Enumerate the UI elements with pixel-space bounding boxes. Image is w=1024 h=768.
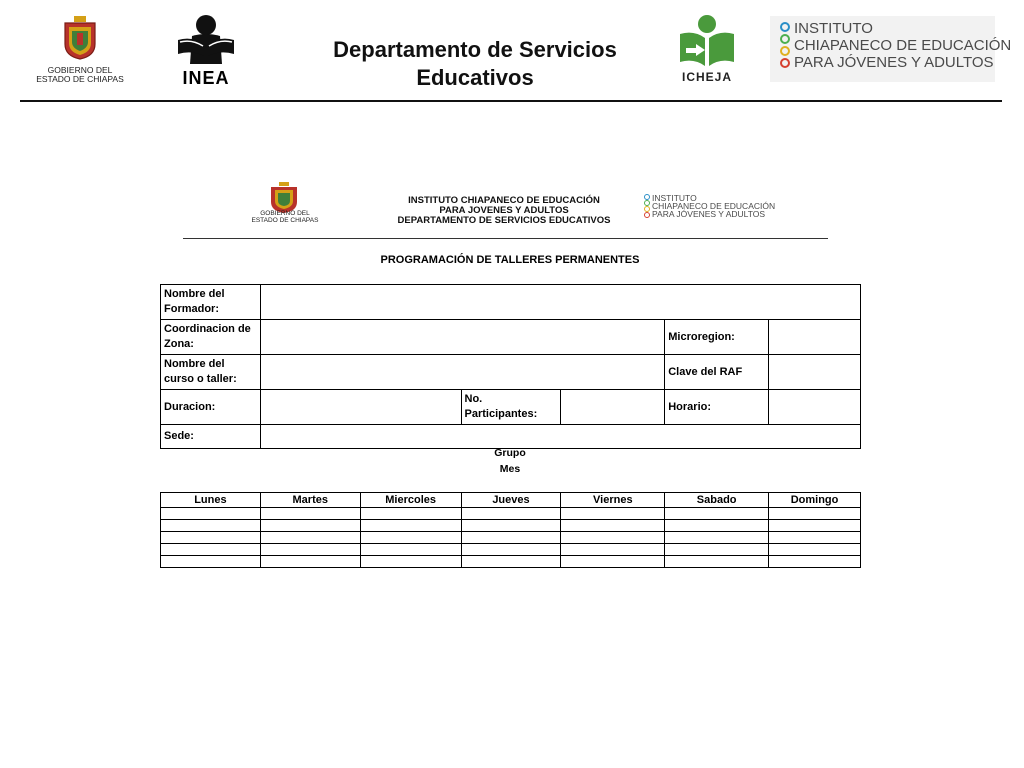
schedule-cell[interactable]: [561, 520, 665, 532]
day-header-viernes: Viernes: [561, 493, 665, 508]
schedule-cell[interactable]: [161, 520, 261, 532]
doc-icea-line1: INSTITUTO: [652, 193, 697, 203]
reader-figure-icon: [174, 14, 238, 66]
schedule-cell[interactable]: [260, 520, 360, 532]
grupo-mes-labels: [160, 445, 860, 477]
page-title-line2: Educativos: [416, 65, 534, 90]
schedule-cell[interactable]: [665, 544, 769, 556]
schedule-cell[interactable]: [360, 544, 461, 556]
schedule-cell[interactable]: [561, 544, 665, 556]
schedule-cell[interactable]: [161, 544, 261, 556]
schedule-cell[interactable]: [161, 556, 261, 568]
schedule-cell[interactable]: [260, 556, 360, 568]
icheja-reader-icon: [678, 14, 736, 70]
table-row: [161, 544, 861, 556]
green-ring-icon: [780, 34, 790, 44]
schedule-cell[interactable]: [665, 532, 769, 544]
red-ring-icon: [780, 58, 790, 68]
schedule-cell[interactable]: [561, 532, 665, 544]
doc-icea-line3: PARA JÓVENES Y ADULTOS: [652, 209, 766, 219]
grupo-label: Grupo: [494, 447, 526, 459]
input-horario[interactable]: [769, 390, 861, 425]
schedule-cell[interactable]: [260, 544, 360, 556]
icheja-logo: [672, 14, 742, 90]
schedule-cell[interactable]: [561, 556, 665, 568]
input-participantes[interactable]: [561, 390, 665, 425]
label-horario: Horario:: [665, 390, 769, 425]
mes-label: Mes: [499, 463, 521, 475]
schedule-cell[interactable]: [461, 556, 561, 568]
day-header-miercoles: Miercoles: [360, 493, 461, 508]
table-row: [161, 508, 861, 520]
table-row: [161, 520, 861, 532]
schedule-cell[interactable]: [461, 532, 561, 544]
schedule-cell[interactable]: [769, 556, 861, 568]
schedule-cell[interactable]: [461, 520, 561, 532]
doc-gobierno-caption: [240, 210, 330, 224]
doc-gobierno-line2: ESTADO DE CHIAPAS: [251, 217, 319, 224]
day-header-domingo: Domingo: [769, 493, 861, 508]
gobierno-line1: GOBIERNO DEL: [47, 65, 113, 75]
yellow-ring-icon: [780, 46, 790, 56]
doc-icea-line2: CHIAPANECO DE EDUCACIÓN: [652, 201, 776, 211]
schedule-cell[interactable]: [360, 532, 461, 544]
form-title: PROGRAMACIÓN DE TALLERES PERMANENTES: [380, 254, 640, 266]
doc-red-ring-icon: [644, 212, 650, 218]
input-duracion[interactable]: [260, 390, 461, 425]
schedule-cell[interactable]: [360, 520, 461, 532]
doc-inst-line3: DEPARTAMENTO DE SERVICIOS EDUCATIVOS: [397, 215, 611, 226]
schedule-cell[interactable]: [161, 508, 261, 520]
schedule-cell[interactable]: [561, 508, 665, 520]
page-title: [310, 36, 640, 92]
schedule-cell[interactable]: [665, 520, 769, 532]
doc-icea-logo: [642, 194, 812, 220]
page-title-line1: Departamento de Servicios: [333, 37, 617, 62]
schedule-cell[interactable]: [360, 556, 461, 568]
chiapas-coat-of-arms-icon: [62, 16, 98, 60]
doc-inst-line1: INSTITUTO CHIAPANECO DE EDUCACIÓN: [408, 195, 600, 206]
inea-label: INEA: [182, 68, 230, 88]
schedule-cell[interactable]: [461, 508, 561, 520]
table-row: [161, 556, 861, 568]
day-header-martes: Martes: [260, 493, 360, 508]
icheja-label: ICHEJA: [681, 70, 732, 84]
label-nombre-formador: Nombre del Formador:: [161, 285, 261, 320]
label-duracion: Duracion:: [161, 390, 261, 425]
input-nombre-formador[interactable]: [260, 285, 860, 320]
label-microregion: Microregion:: [665, 320, 769, 355]
gobierno-chiapas-logo: [30, 12, 130, 90]
label-clave-raf: Clave del RAF: [665, 355, 769, 390]
icea-line2: CHIAPANECO DE EDUCACIÓN: [794, 37, 1012, 54]
schedule-cell[interactable]: [769, 520, 861, 532]
blue-ring-icon: [780, 22, 790, 32]
day-header-jueves: Jueves: [461, 493, 561, 508]
schedule-cell[interactable]: [260, 532, 360, 544]
header-divider: [20, 100, 1002, 102]
icea-line3: PARA JÓVENES Y ADULTOS: [794, 54, 994, 71]
day-header-sabado: Sabado: [665, 493, 769, 508]
schedule-cell[interactable]: [161, 532, 261, 544]
table-row: [161, 532, 861, 544]
icea-logo: [770, 16, 1012, 82]
schedule-cell[interactable]: [665, 556, 769, 568]
input-nombre-curso[interactable]: [260, 355, 664, 390]
label-coordinacion-zona: Coordinacion de Zona:: [161, 320, 261, 355]
icea-line1: INSTITUTO: [794, 20, 873, 37]
label-nombre-curso: Nombre del curso o taller:: [161, 355, 261, 390]
gobierno-line2: ESTADO DE CHIAPAS: [36, 74, 124, 84]
schedule-cell[interactable]: [461, 544, 561, 556]
doc-inst-line2: PARA JOVENES Y ADULTOS: [439, 205, 569, 216]
weekly-schedule-table: [160, 492, 861, 568]
schedule-cell[interactable]: [665, 508, 769, 520]
input-coordinacion-zona[interactable]: [260, 320, 664, 355]
schedule-body: [161, 508, 861, 568]
input-microregion[interactable]: [769, 320, 861, 355]
schedule-cell[interactable]: [260, 508, 360, 520]
schedule-cell[interactable]: [769, 508, 861, 520]
doc-institution-heading: [356, 196, 652, 226]
doc-divider: [183, 238, 828, 239]
schedule-cell[interactable]: [769, 544, 861, 556]
schedule-cell[interactable]: [769, 532, 861, 544]
schedule-cell[interactable]: [360, 508, 461, 520]
day-header-lunes: Lunes: [161, 493, 261, 508]
inea-logo: [168, 12, 244, 90]
label-participantes: No. Participantes:: [461, 390, 561, 425]
doc-gobierno-line1: GOBIERNO DEL: [260, 210, 310, 217]
input-clave-raf[interactable]: [769, 355, 861, 390]
label-sede: Sede:: [161, 425, 261, 449]
workshop-info-table: [160, 284, 861, 449]
